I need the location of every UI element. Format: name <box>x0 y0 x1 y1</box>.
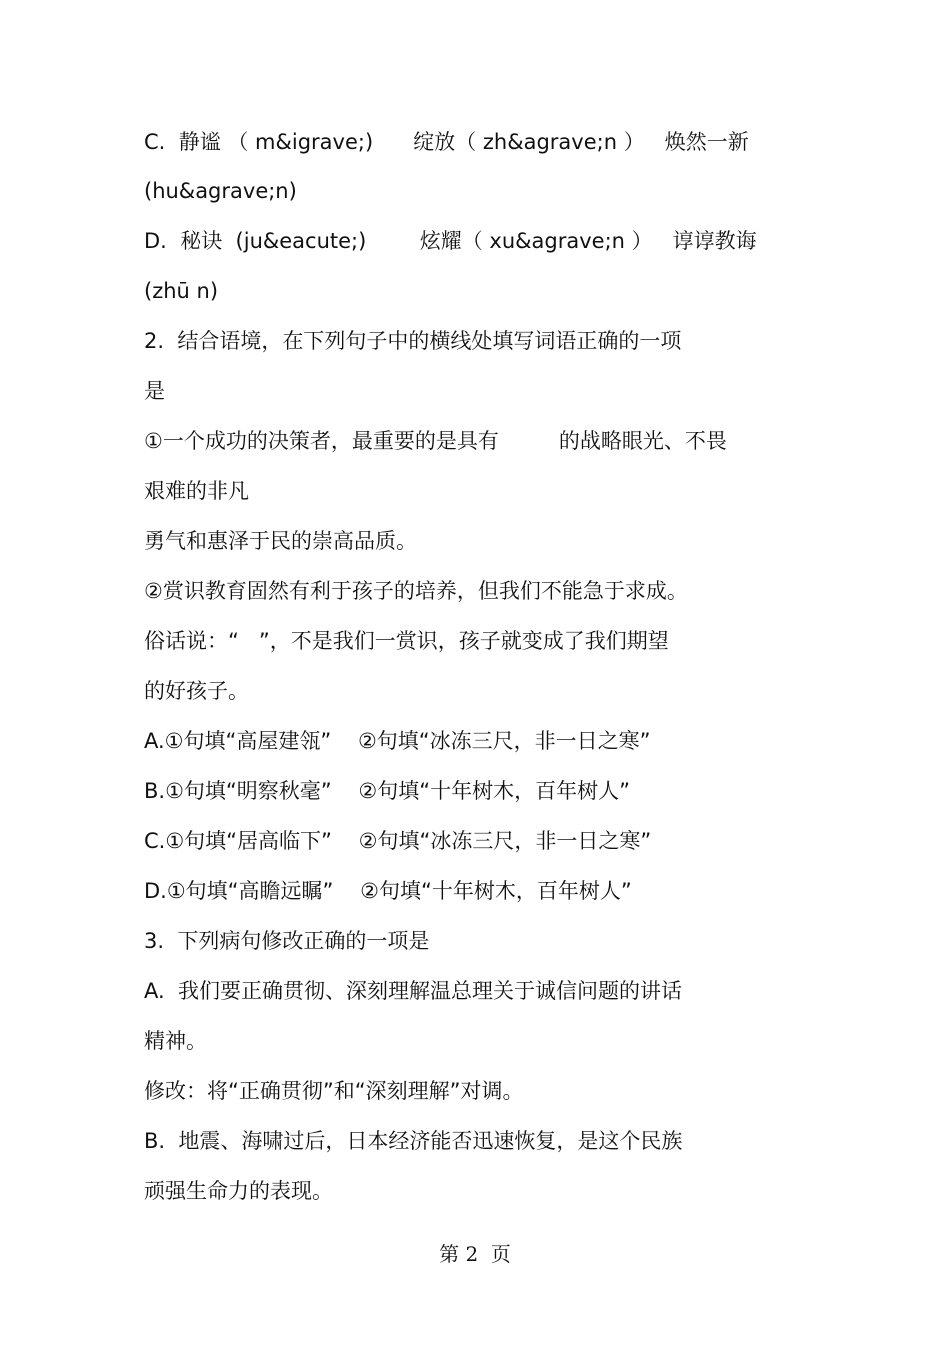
q3-option-b: B. 地震、海啸过后，日本经济能否迅速恢复，是这个民族 <box>144 1129 683 1153</box>
option-c-continuation: (hu&agrave;n) <box>144 179 297 203</box>
sentence-1-continuation: 艰难的非凡 <box>144 479 249 503</box>
question-2-stem-continuation: 是 <box>144 379 165 403</box>
option-d-continuation: (zhū n) <box>144 279 219 303</box>
question-2-stem: 2. 结合语境，在下列句子中的横线处填写词语正确的一项 <box>144 329 682 353</box>
option-d-line: D. 秘诀 (ju&eacute;) 炫耀（ xu&agrave;n ） 谆谆教诲 <box>144 229 757 253</box>
page-number: 第 2 页 <box>439 1242 511 1266</box>
q3-option-a-continuation: 精神。 <box>144 1029 207 1053</box>
question-3-stem: 3. 下列病句修改正确的一项是 <box>144 929 430 953</box>
q2-option-d: D.①句填“高瞻远瞩” ②句填“十年树木，百年树人” <box>144 879 632 903</box>
q3-option-a-revision: 修改：将“正确贯彻”和“深刻理解”对调。 <box>144 1079 524 1103</box>
q2-option-b: B.①句填“明察秋毫” ②句填“十年树木，百年树人” <box>144 779 630 803</box>
sentence-1: ①一个成功的决策者，最重要的是具有 的战略眼光、不畏 <box>144 429 727 453</box>
q2-option-c: C.①句填“居高临下” ②句填“冰冻三尺，非一日之寒” <box>144 829 652 853</box>
sentence-2: ②赏识教育固然有利于孩子的培养，但我们不能急于求成。 <box>144 579 688 603</box>
sentence-1-end: 勇气和惠泽于民的崇高品质。 <box>144 529 417 553</box>
option-c-line: C. 静谧 （ m&igrave;) 绽放（ zh&agrave;n ） 焕然一新 <box>144 130 749 154</box>
q3-option-a: A. 我们要正确贯彻、深刻理解温总理关于诚信问题的讲话 <box>144 979 683 1003</box>
sentence-2-end: 的好孩子。 <box>144 679 249 703</box>
sentence-2-continuation: 俗话说：“ ”，不是我们一赏识，孩子就变成了我们期望 <box>144 629 669 653</box>
q2-option-a: A.①句填“高屋建瓴” ②句填“冰冻三尺，非一日之寒” <box>144 729 651 753</box>
q3-option-b-continuation: 顽强生命力的表现。 <box>144 1179 333 1203</box>
